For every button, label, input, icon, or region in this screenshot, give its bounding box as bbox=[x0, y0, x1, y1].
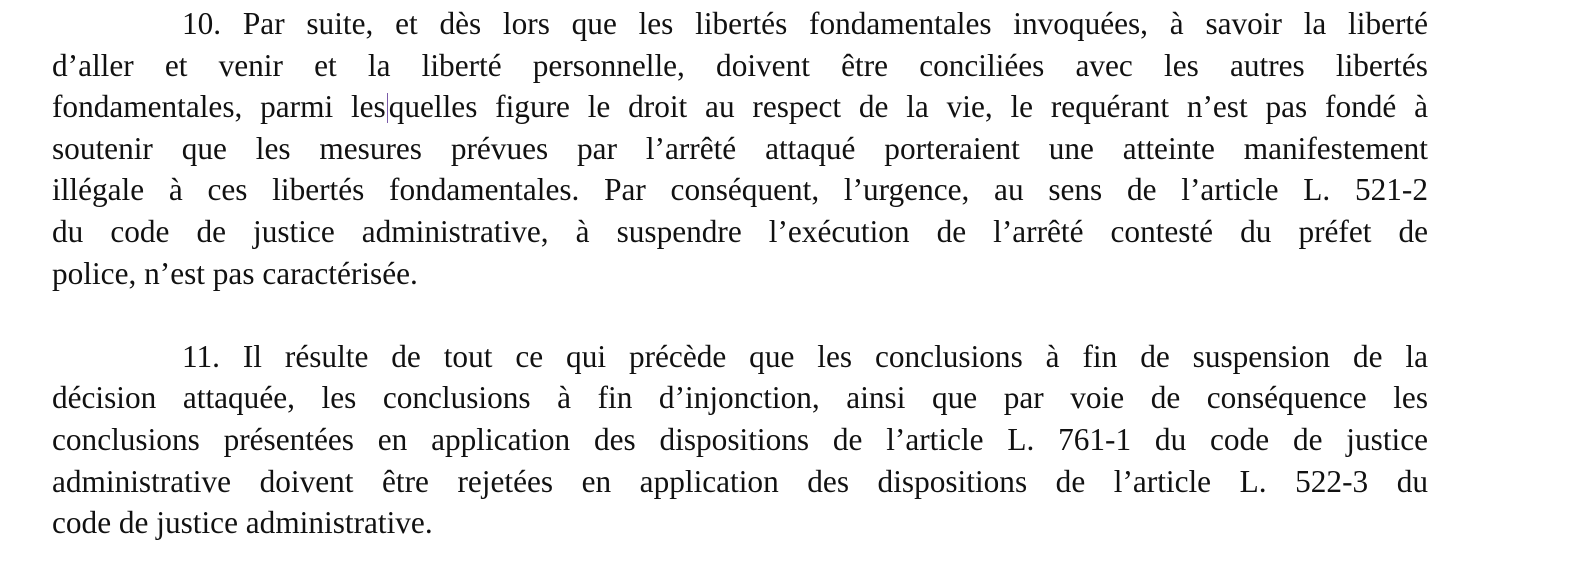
line-text-after-cursor: quelles figure le droit au respect de la vie, le requérant n’est pas fondé à bbox=[388, 89, 1428, 125]
paragraph-line: décision attaquée, les conclusions à fin d’injonction, ainsi que par voie de conséquence les bbox=[52, 380, 1428, 416]
paragraph-line: 10. Par suite, et dès lors que les libertés fondamentales invoquées, à savoir la liberté bbox=[182, 6, 1428, 41]
paragraph-line: police, n’est pas caractérisée. bbox=[52, 255, 418, 291]
document-body[interactable] bbox=[52, 3, 1428, 544]
line-text-before-cursor: fondamentales, parmi les bbox=[52, 89, 386, 125]
paragraph-line: du code de justice administrative, à suspendre l’exécution de l’arrêté contesté du préfet de bbox=[52, 213, 1428, 249]
paragraph-11[interactable] bbox=[52, 336, 1428, 544]
paragraph-line: 11. Il résulte de tout ce qui précède que les conclusions à fin de suspension de la bbox=[182, 338, 1428, 374]
paragraph-line: soutenir que les mesures prévues par l’arrêté attaqué porteraient une atteinte manifestement bbox=[52, 130, 1428, 166]
paragraph-line: illégale à ces libertés fondamentales. Par conséquent, l’urgence, au sens de l’article L. 521-2 bbox=[52, 172, 1428, 208]
text-cursor bbox=[387, 93, 388, 123]
paragraph-10[interactable] bbox=[52, 3, 1428, 294]
paragraph-line: d’aller et venir et la liberté personnelle, doivent être conciliées avec les autres libertés bbox=[52, 47, 1428, 83]
paragraph-line: code de justice administrative. bbox=[52, 505, 433, 541]
paragraph-line: conclusions présentées en application des dispositions de l’article L. 761-1 du code de justice bbox=[52, 421, 1428, 457]
paragraph-line: administrative doivent être rejetées en application des dispositions de l’article L. 522-3 du bbox=[52, 463, 1428, 499]
paragraph-spacing bbox=[52, 294, 1428, 336]
paragraph-line-with-cursor bbox=[52, 86, 1428, 128]
